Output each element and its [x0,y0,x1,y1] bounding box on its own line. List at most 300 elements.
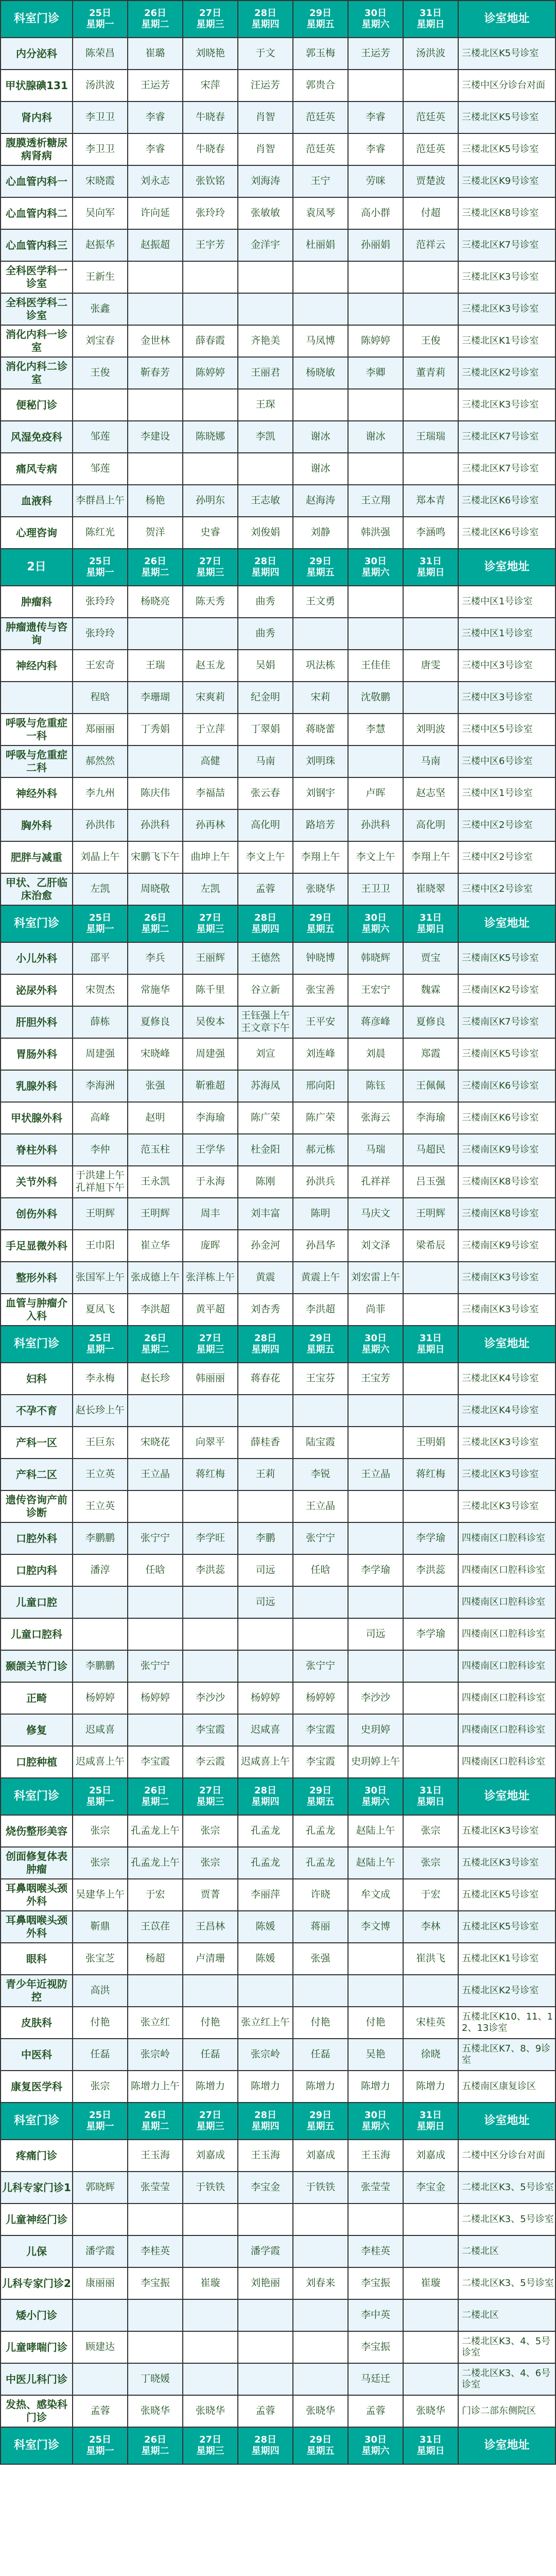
doctor-cell: 齐艳美 [238,325,293,357]
day-header [238,1326,293,1363]
room-address: 二楼北区K3、5号诊室 [458,2204,555,2235]
table-row [1,2204,555,2235]
doctor-cell: 王明辉 [128,1198,183,1230]
doctor-cell: 肖智 [238,101,293,133]
doctor-cell: 于宏 [403,1879,458,1911]
table-row [1,1363,555,1395]
room-address: 三楼南区K5号诊室 [458,942,555,974]
table-row [1,70,555,101]
department-name: 肾内科 [1,101,73,133]
doctor-cell: 周丰 [183,1198,238,1230]
section-title: 科室门诊 [1,1326,73,1363]
doctor-cell: 王昌林 [183,1911,238,1943]
doctor-cell: 薛栋 [73,1006,128,1038]
table-row [1,1134,555,1166]
weekday-label: 星期四 [251,567,280,578]
room-address: 三楼中区1号诊室 [458,777,555,809]
weekday-label: 星期五 [306,2446,335,2456]
room-address: 五楼北区K3号诊室 [458,1815,555,1847]
doctor-cell: 刘嘉成 [183,2140,238,2172]
day-header [348,1326,403,1363]
date-label: 26日 [144,912,167,923]
doctor-cell [183,2299,238,2331]
table-row [1,421,555,453]
doctor-cell [403,1714,458,1746]
day-header [73,905,128,942]
weekday-label: 星期四 [251,19,280,30]
table-row [1,2039,555,2071]
doctor-cell: 李宝振 [128,2267,183,2299]
doctor-cell: 董青莉 [403,357,458,389]
department-name: 手足显微外科 [1,1230,73,1262]
doctor-cell: 邹莲 [73,421,128,453]
doctor-cell: 左凯 [73,873,128,905]
doctor-cell: 谷立新 [238,974,293,1006]
doctor-cell [238,2363,293,2395]
doctor-cell: 迟咸喜 [73,1714,128,1746]
room-address: 三楼南区K5号诊室 [458,1038,555,1070]
doctor-cell: 赵振超 [128,229,183,261]
doctor-cell: 孔孟龙上午 [128,1847,183,1879]
doctor-cell: 陈增力 [238,2071,293,2103]
department-name: 肿瘤遗传与咨询 [1,618,73,650]
section-header [1,549,555,586]
table-row [1,1198,555,1230]
doctor-cell: 陈增力 [183,2071,238,2103]
doctor-cell: 汤洪波 [73,70,128,101]
weekday-label: 星期六 [361,1797,390,1807]
doctor-cell: 曲坤上午 [183,841,238,873]
table-row [1,197,555,229]
room-address: 三楼北区K7号诊室 [458,421,555,453]
doctor-cell [238,1975,293,2007]
room-address: 三楼南区K8号诊室 [458,1198,555,1230]
doctor-cell [403,618,458,650]
date-label: 25日 [89,1785,112,1796]
department-name: 便秘门诊 [1,389,73,421]
table-row [1,1554,555,1586]
doctor-cell: 陈红光 [73,517,128,549]
doctor-cell: 许向延 [128,197,183,229]
doctor-cell: 李洪蕊 [183,1554,238,1586]
doctor-cell: 蒋红梅 [403,1459,458,1490]
doctor-cell: 王立晶 [293,1490,348,1522]
doctor-cell: 向翠平 [183,1427,238,1459]
doctor-cell: 于立萍 [183,714,238,745]
room-address: 三楼南区K7号诊室 [458,1006,555,1038]
doctor-cell: 杨晓敏 [293,357,348,389]
department-name: 眼科 [1,1943,73,1975]
doctor-cell: 李睿 [128,101,183,133]
day-header [128,549,183,586]
doctor-cell [183,261,238,293]
doctor-cell: 崔立华 [128,1230,183,1262]
doctor-cell: 杨晓亮 [128,586,183,618]
table-row [1,2140,555,2172]
doctor-cell [293,2331,348,2363]
room-address: 三楼北区K3号诊室 [458,389,555,421]
day-header [403,549,458,586]
doctor-cell: 赵陆上午 [348,1815,403,1847]
table-row [1,2331,555,2363]
room-address: 二楼北区 [458,2235,555,2267]
doctor-cell: 左凯 [183,873,238,905]
room-address: 三楼北区K3号诊室 [458,1490,555,1522]
doctor-cell [183,293,238,325]
date-label: 30日 [364,1785,387,1796]
doctor-cell [73,2140,128,2172]
room-address: 二楼北区K3、5号诊室 [458,2267,555,2299]
doctor-cell: 任晗 [128,1554,183,1586]
doctor-cell: 杨超 [128,1943,183,1975]
doctor-cell: 李文博 [348,1911,403,1943]
doctor-cell: 陈增力 [403,2071,458,2103]
doctor-cell: 高洪 [73,1975,128,2007]
doctor-cell [183,1490,238,1522]
department-name: 儿童口腔科 [1,1618,73,1650]
doctor-cell: 李沙沙 [183,1682,238,1714]
weekday-label: 星期一 [86,1344,114,1355]
doctor-cell: 李洪超 [128,1294,183,1326]
doctor-cell: 张宗岭 [238,2039,293,2071]
weekday-label: 星期五 [306,924,335,935]
table-row [1,357,555,389]
doctor-cell: 王运芳 [348,38,403,70]
doctor-cell [73,1586,128,1618]
doctor-cell: 王巾阳 [73,1230,128,1262]
room-address: 二楼北区K3、4、5号诊室 [458,2331,555,2363]
room-address: 二楼北区K3、4、6号诊室 [458,2363,555,2395]
day-header [348,1778,403,1815]
doctor-cell: 宋贺杰 [73,974,128,1006]
doctor-cell: 陈媛 [238,1943,293,1975]
doctor-cell: 李慧 [348,714,403,745]
department-name: 消化内科一诊室 [1,325,73,357]
doctor-cell: 袁凤琴 [293,197,348,229]
doctor-cell: 张宁宁 [128,1522,183,1554]
doctor-cell: 顾建达 [73,2331,128,2363]
room-address: 四楼南区口腔科诊室 [458,1554,555,1586]
doctor-cell: 李卿 [348,357,403,389]
date-label: 26日 [144,2109,167,2121]
doctor-cell: 马南 [403,745,458,777]
doctor-cell [403,2204,458,2235]
doctor-cell: 陈千里 [183,974,238,1006]
day-header [128,1326,183,1363]
doctor-cell: 宋萍 [183,70,238,101]
doctor-cell [293,2235,348,2267]
section-header [1,2103,555,2140]
doctor-cell [73,2204,128,2235]
doctor-cell: 陈婷婷 [348,325,403,357]
section-title: 科室门诊 [1,2427,73,2464]
doctor-cell: 孙丽娟 [348,229,403,261]
date-label: 30日 [364,7,387,19]
room-address: 四楼南区口腔科诊室 [458,1522,555,1554]
day-header [293,905,348,942]
room-address: 二楼北区 [458,2299,555,2331]
doctor-cell: 李鹏鹏 [73,1522,128,1554]
day-header [238,1778,293,1815]
doctor-cell: 马凤博 [293,325,348,357]
doctor-cell: 宋桂英 [403,2007,458,2039]
room-address: 三楼中区2号诊室 [458,809,555,841]
doctor-cell: 杨婷婷 [73,1682,128,1714]
table-row [1,293,555,325]
address-header: 诊室地址 [458,1326,555,1363]
section-title: 科室门诊 [1,1778,73,1815]
doctor-cell: 杜丽娟 [293,229,348,261]
doctor-cell: 李宝振 [348,2331,403,2363]
doctor-cell: 宋爽莉 [183,682,238,714]
doctor-cell: 付超 [403,197,458,229]
doctor-cell [183,389,238,421]
weekday-label: 星期四 [251,1344,280,1355]
doctor-cell: 范祥云 [403,229,458,261]
doctor-cell: 王卫卫 [348,873,403,905]
doctor-cell: 丁晓媛 [128,2363,183,2395]
table-row [1,261,555,293]
room-address: 三楼北区K5号诊室 [458,38,555,70]
doctor-cell [128,1490,183,1522]
doctor-cell: 孟蓉 [238,873,293,905]
doctor-cell [128,1586,183,1618]
table-row [1,2299,555,2331]
doctor-cell: 陈天秀 [183,586,238,618]
doctor-cell: 赵振华 [73,229,128,261]
day-header [348,549,403,586]
date-label: 31日 [419,7,442,19]
room-address: 三楼南区K3号诊室 [458,1262,555,1294]
doctor-cell [348,1395,403,1427]
weekday-label: 星期一 [86,19,114,30]
doctor-cell: 陈明 [293,1198,348,1230]
room-address: 三楼北区K3号诊室 [458,1427,555,1459]
doctor-cell [348,70,403,101]
doctor-cell [403,2235,458,2267]
department-name: 整形外科 [1,1262,73,1294]
department-name: 儿童神经门诊 [1,2204,73,2235]
date-label: 29日 [309,7,332,19]
doctor-cell: 崔晓翠 [403,873,458,905]
room-address: 三楼中区6号诊室 [458,745,555,777]
doctor-cell: 陈广荣 [238,1102,293,1134]
doctor-cell: 张洋栋上午 [183,1262,238,1294]
date-label: 31日 [419,555,442,567]
day-header [238,2427,293,2464]
doctor-cell: 赵明 [128,1102,183,1134]
doctor-cell [128,261,183,293]
weekday-label: 星期一 [86,1797,114,1807]
department-name: 呼吸与危重症一科 [1,714,73,745]
doctor-cell: 刘杏秀 [238,1294,293,1326]
section-title: 科室门诊 [1,2103,73,2140]
department-name: 泌尿外科 [1,974,73,1006]
date-label: 31日 [419,912,442,923]
department-name: 创伤外科 [1,1198,73,1230]
section-header [1,2427,555,2464]
doctor-cell: 李海瑜 [403,1102,458,1134]
weekday-label: 星期二 [141,2121,169,2132]
doctor-cell: 贺洋 [128,517,183,549]
doctor-cell: 李翔上午 [293,841,348,873]
doctor-cell: 张鑫 [73,293,128,325]
weekday-label: 星期四 [251,1797,280,1807]
room-address: 五楼北区K10、11、12、13诊室 [458,2007,555,2039]
doctor-cell: 金洋宇 [238,229,293,261]
doctor-cell: 靳鼎 [73,1911,128,1943]
doctor-cell: 肖智 [238,133,293,165]
day-header [73,549,128,586]
doctor-cell [128,1395,183,1427]
doctor-cell: 王明辉 [403,1198,458,1230]
doctor-cell: 丁翠娟 [238,714,293,745]
doctor-cell: 马瑞 [348,1134,403,1166]
doctor-cell: 高峰 [73,1102,128,1134]
doctor-cell: 张莹莹 [348,2172,403,2204]
table-row [1,1911,555,1943]
doctor-cell: 蒋晓蕾 [293,714,348,745]
section-header [1,905,555,942]
room-address: 三楼北区K3号诊室 [458,1459,555,1490]
weekday-label: 星期四 [251,2121,280,2132]
doctor-cell: 孙洪伟 [73,809,128,841]
weekday-label: 星期二 [141,1797,169,1807]
day-header [73,1778,128,1815]
date-label: 31日 [419,2109,442,2121]
day-header [348,2103,403,2140]
table-row [1,682,555,714]
doctor-cell [403,1490,458,1522]
table-row [1,453,555,485]
doctor-cell [183,1650,238,1682]
doctor-cell: 张钦铭 [183,165,238,197]
room-address: 三楼中区3号诊室 [458,682,555,714]
doctor-cell: 陈增力上午 [128,2071,183,2103]
doctor-cell: 孙洪兵 [293,1166,348,1198]
table-row [1,1102,555,1134]
doctor-cell: 郝然然 [73,745,128,777]
department-name: 血管与肿瘤介入科 [1,1294,73,1326]
table-row [1,586,555,618]
doctor-cell: 司远 [238,1554,293,1586]
table-row [1,618,555,650]
doctor-cell: 赵长珍上午 [73,1395,128,1427]
date-label: 31日 [419,1785,442,1796]
doctor-cell: 王宏奇 [73,650,128,682]
table-row [1,101,555,133]
date-label: 30日 [364,912,387,923]
department-name: 心血管内科二 [1,197,73,229]
doctor-cell [348,1975,403,2007]
day-header [293,549,348,586]
doctor-cell: 李鹏鹏 [73,1650,128,1682]
doctor-cell: 蒋春花 [238,1363,293,1395]
doctor-cell: 巩法栋 [293,650,348,682]
doctor-cell [348,2204,403,2235]
doctor-cell [403,293,458,325]
table-row [1,1586,555,1618]
doctor-cell: 李宝霞 [293,1714,348,1746]
weekday-label: 星期日 [416,2121,445,2132]
doctor-cell: 陈庆伟 [128,777,183,809]
weekday-label: 星期六 [361,567,390,578]
date-label: 28日 [254,2109,277,2121]
date-label: 30日 [364,2109,387,2121]
doctor-cell: 钟晓博 [293,942,348,974]
doctor-cell [183,2204,238,2235]
department-name: 中医科 [1,2039,73,2071]
date-label: 25日 [89,1332,112,1344]
date-label: 29日 [309,2109,332,2121]
doctor-cell [293,1395,348,1427]
doctor-cell: 李卫卫 [73,133,128,165]
doctor-cell: 王平安 [293,1006,348,1038]
department-name: 不孕不育 [1,1395,73,1427]
doctor-cell: 王宝芳 [348,1363,403,1395]
table-row [1,974,555,1006]
department-name: 小儿外科 [1,942,73,974]
room-address: 三楼北区K7号诊室 [458,229,555,261]
doctor-cell: 范廷英 [403,101,458,133]
department-name: 正畸 [1,1682,73,1714]
doctor-cell: 王运芳 [128,70,183,101]
doctor-cell: 王丽君 [238,357,293,389]
room-address: 四楼南区口腔科诊室 [458,1618,555,1650]
doctor-cell: 夏修良 [403,1006,458,1038]
date-label: 28日 [254,1332,277,1344]
doctor-cell: 司远 [348,1618,403,1650]
doctor-cell: 李学瑜 [403,1522,458,1554]
department-name: 耳鼻咽喉头颈外科 [1,1911,73,1943]
section-title: 科室门诊 [1,905,73,942]
doctor-cell [128,389,183,421]
doctor-cell: 薛春霞 [183,325,238,357]
doctor-cell: 苏海凤 [238,1070,293,1102]
date-label: 25日 [89,555,112,567]
doctor-cell: 刘丰富 [238,1198,293,1230]
section-header [1,1326,555,1363]
date-label: 30日 [364,555,387,567]
doctor-cell: 于文 [238,38,293,70]
weekday-label: 星期六 [361,924,390,935]
doctor-cell: 张强 [128,1070,183,1102]
doctor-cell [293,1586,348,1618]
doctor-cell [403,1975,458,2007]
table-row [1,1618,555,1650]
department-name: 皮肤科 [1,2007,73,2039]
doctor-cell [238,1490,293,1522]
doctor-cell: 金世林 [128,325,183,357]
doctor-cell: 王瑞 [128,650,183,682]
doctor-cell: 史睿 [183,517,238,549]
date-label: 25日 [89,2109,112,2121]
doctor-cell: 刘俊娟 [238,517,293,549]
department-name: 关节外科 [1,1166,73,1198]
doctor-cell: 任磊 [73,2039,128,2071]
date-label: 28日 [254,7,277,19]
doctor-cell [128,2204,183,2235]
weekday-label: 星期二 [141,1344,169,1355]
doctor-cell [403,682,458,714]
doctor-cell: 张宝善 [293,974,348,1006]
doctor-cell: 王巨东 [73,1427,128,1459]
table-row [1,745,555,777]
doctor-cell: 王立英 [73,1459,128,1490]
doctor-cell: 曲秀 [238,618,293,650]
doctor-cell: 陈钰 [348,1070,403,1102]
doctor-cell: 任晗 [293,1554,348,1586]
